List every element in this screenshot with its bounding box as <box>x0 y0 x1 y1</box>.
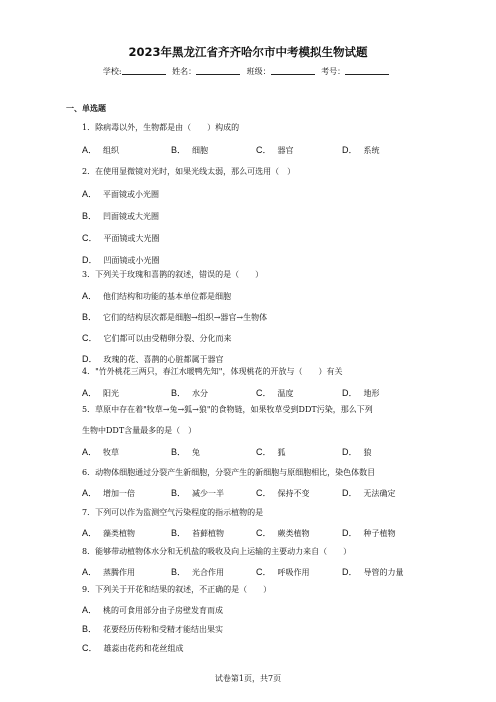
option[interactable]: B． 它们的结构层次都是细胞→组织→器官→生物体 <box>82 312 268 322</box>
option[interactable]: B． 减少一半 <box>171 488 225 498</box>
page-title: 2023年黑龙江省齐齐哈尔市中考模拟生物试题 <box>128 45 368 59</box>
option[interactable]: D． 系统 <box>342 145 380 155</box>
question-2-stem: 2．在使用显微镜对光时，如果光线太弱，那么可选用（ ） <box>82 167 296 176</box>
page-footer: 试卷第1页，共7页 <box>214 674 282 683</box>
option[interactable]: D． 狼 <box>342 447 372 457</box>
option[interactable]: B． 苔藓植物 <box>171 528 225 538</box>
student-info-line <box>0 66 496 77</box>
option[interactable]: B． 凹面镜或大光圈 <box>82 211 160 221</box>
option[interactable]: C． 保持不变 <box>256 488 310 498</box>
question-4-stem: 4．"竹外桃花三两只，春江水暖鸭先知"，体现桃花的开放与（ ）有关 <box>82 367 343 376</box>
school-blank[interactable] <box>122 66 166 75</box>
option[interactable]: A． 平面镜或小光圈 <box>82 189 160 199</box>
name-blank[interactable] <box>196 66 240 75</box>
question-6-stem: 6．动物体细胞通过分裂产生新细胞，分裂产生的新细胞与原细胞相比，染色体数目 <box>82 468 376 477</box>
option[interactable]: B． 光合作用 <box>171 567 225 577</box>
option[interactable]: A． 组织 <box>82 145 120 155</box>
option[interactable]: D． 种子植物 <box>342 528 396 538</box>
option[interactable]: B． 细胞 <box>171 145 209 155</box>
exam-number-label: 考号： <box>321 67 346 76</box>
option[interactable]: A． 增加一倍 <box>82 488 136 498</box>
option[interactable]: D． 地形 <box>342 388 380 398</box>
question-7-stem: 7．下列可以作为监测空气污染程度的指示植物的是 <box>82 508 264 517</box>
option[interactable]: D． 无法确定 <box>342 488 396 498</box>
option[interactable]: C． 温度 <box>256 388 294 398</box>
option[interactable]: A． 蒸腾作用 <box>82 567 136 577</box>
section-title: 一、单选题 <box>66 104 106 113</box>
option[interactable]: C． 平面镜或大光圈 <box>82 233 160 243</box>
class-blank[interactable] <box>271 66 315 75</box>
option[interactable]: C． 雄蕊由花药和花丝组成 <box>82 643 184 653</box>
option[interactable]: C． 蕨类植物 <box>256 528 310 538</box>
option[interactable]: A． 他们结构和功能的基本单位都是细胞 <box>82 291 232 301</box>
question-5-stem-continued: 生物中DDT含量最多的是（ ） <box>82 426 197 435</box>
option[interactable]: C． 器官 <box>256 145 294 155</box>
option[interactable]: A． 桃的可食用部分由子房壁发育而成 <box>82 605 224 615</box>
question-5-stem: 5．草原中存在着"牧草→兔→狐→狼"的食物链，如果牧草受到DDT污染，那么下列 <box>82 405 373 414</box>
option[interactable]: D． 凹面镜或小光圈 <box>82 255 160 265</box>
question-8-stem: 8．能够带动植物体水分和无机盐的吸收及向上运输的主要动力来自（ ） <box>82 547 352 556</box>
exam-number-blank[interactable] <box>345 66 389 75</box>
option[interactable]: B． 花要经历传粉和受精才能结出果实 <box>82 624 224 634</box>
option[interactable]: C． 它们都可以由受精卵分裂、分化而来 <box>82 333 232 343</box>
option[interactable]: B． 水分 <box>171 388 209 398</box>
name-label: 姓名： <box>172 67 197 76</box>
question-1-stem: 1．除病毒以外，生物都是由（ ）构成的 <box>82 123 240 132</box>
option[interactable]: D． 导管的力量 <box>342 567 404 577</box>
question-3-stem: 3．下列关于玫瑰和喜鹊的叙述，错误的是（ ） <box>82 270 264 279</box>
option[interactable]: D． 玫瑰的花、喜鹊的心脏都属于器官 <box>82 354 224 364</box>
class-label: 班级： <box>246 67 271 76</box>
question-9-stem: 9．下列关于开花和结果的叙述，不正确的是（ ） <box>82 585 272 594</box>
option[interactable]: C． 呼吸作用 <box>256 567 310 577</box>
option[interactable]: A． 牧草 <box>82 447 120 457</box>
option[interactable]: A． 阳光 <box>82 388 120 398</box>
school-label: 学校: <box>102 67 122 76</box>
option[interactable]: A． 藻类植物 <box>82 528 136 538</box>
option[interactable]: C． 狐 <box>256 447 286 457</box>
option[interactable]: B． 兔 <box>171 447 201 457</box>
